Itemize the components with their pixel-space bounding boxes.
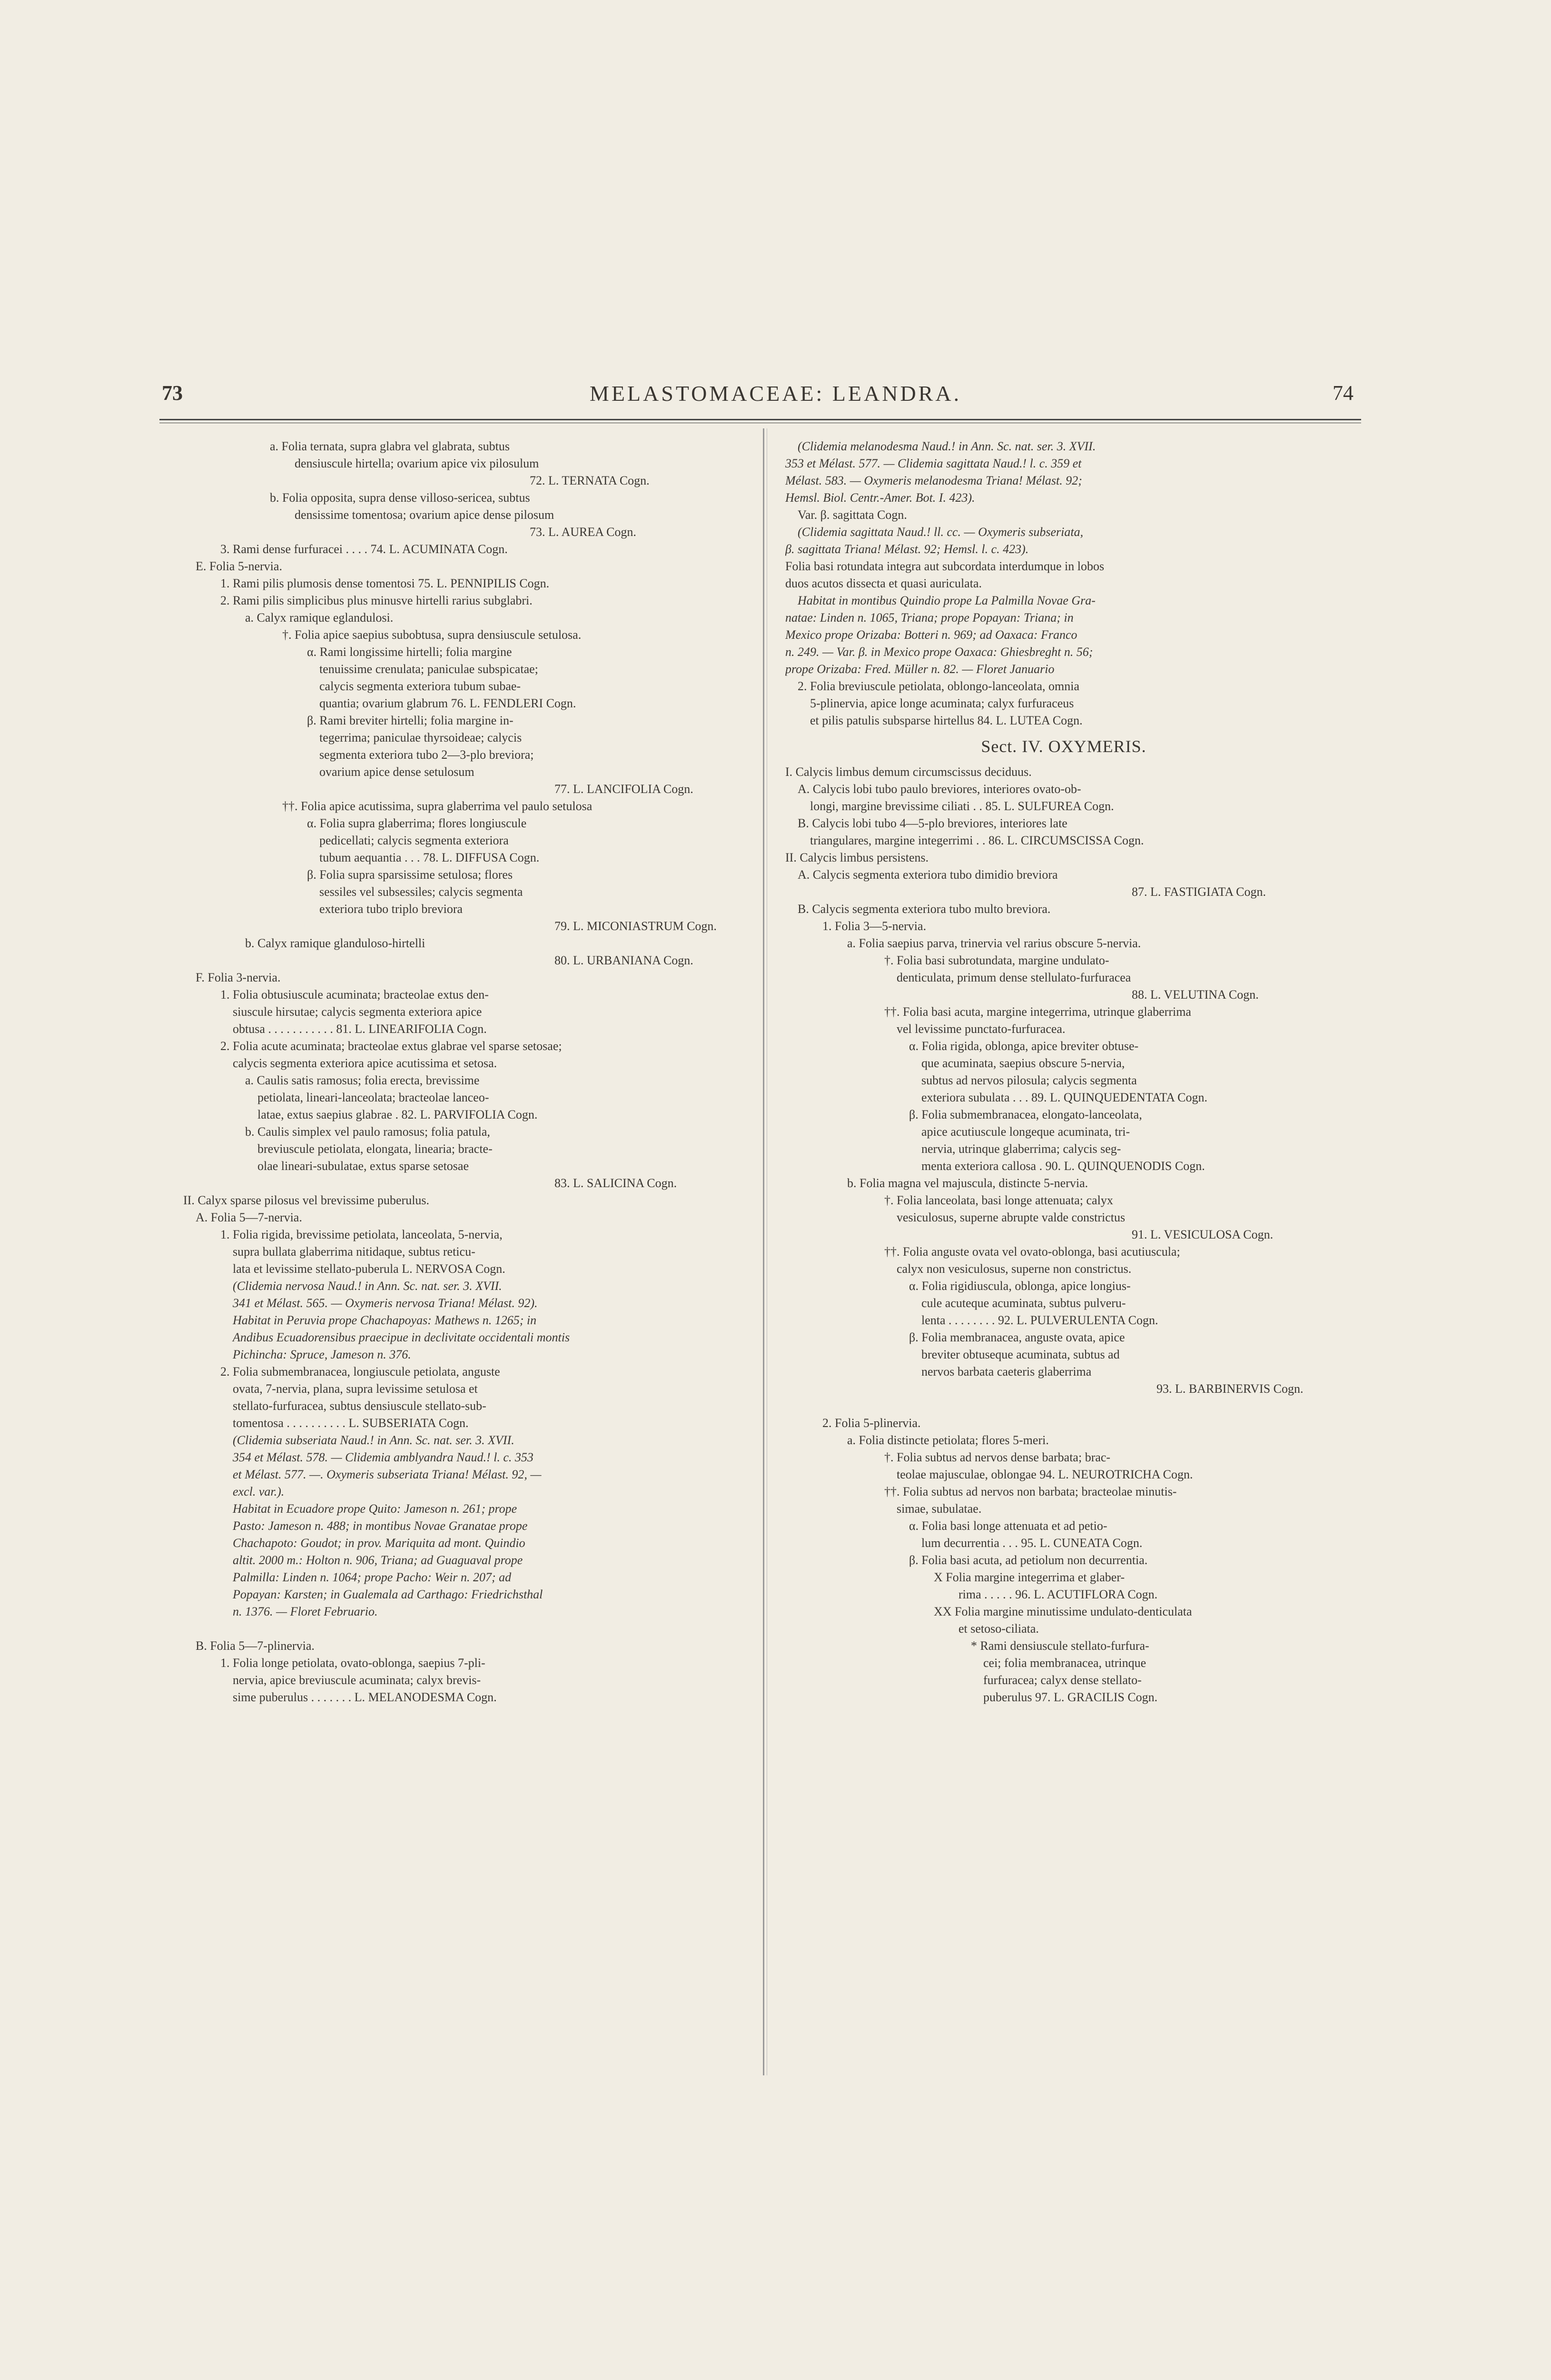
text-line: excl. var.). [233, 1485, 285, 1498]
text-line: a. Folia ternata, supra glabra vel glabrata, subtus [270, 439, 510, 453]
text-line: 73. L. AUREA Cogn. [530, 525, 636, 539]
text-line: sessiles vel subsessiles; calycis segmenta [319, 885, 523, 899]
text-line: 80. L. URBANIANA Cogn. [554, 953, 693, 967]
text-line: A. Calycis segmenta exteriora tubo dimidio breviora [798, 868, 1058, 882]
page-header [0, 381, 1551, 424]
text-line: 1. Folia longe petiolata, ovato-oblonga, saepius 7-pli- [220, 1656, 485, 1670]
text-line: †. Folia apice saepius subobtusa, supra densiuscule setulosa. [282, 628, 582, 642]
text-line: calyx non vesiculosus, superne non constrictus. [897, 1262, 1132, 1276]
text-line: calycis segmenta exteriora apice acutissima et setosa. [233, 1056, 497, 1070]
text-line: subtus ad nervos pilosula; calycis segmenta [921, 1073, 1137, 1087]
text-line: et setoso-ciliata. [958, 1622, 1039, 1636]
text-line: menta exteriora callosa . 90. L. QUINQUENODIS Cogn. [921, 1159, 1205, 1173]
text-line: B. Folia 5—7-plinervia. [196, 1639, 315, 1653]
text-line: rima . . . . . 96. L. ACUTIFLORA Cogn. [958, 1587, 1158, 1601]
header-rule [159, 419, 1361, 420]
text-line: B. Calycis segmenta exteriora tubo multo breviora. [798, 902, 1051, 916]
text-line: Habitat in Ecuadore prope Quito: Jameson n. 261; prope [233, 1502, 517, 1516]
text-line: pedicellati; calycis segmenta exteriora [319, 833, 509, 847]
text-line: lum decurrentia . . . 95. L. CUNEATA Cogn. [921, 1536, 1143, 1550]
text-line: * Rami densiuscule stellato-furfura- [971, 1639, 1149, 1653]
text-line: nervia, utrinque glaberrima; calycis seg- [921, 1142, 1121, 1156]
page-number-right: 74 [1333, 381, 1353, 405]
text-line: tubum aequantia . . . 78. L. DIFFUSA Cogn. [319, 851, 540, 864]
text-line: X Folia margine integerrima et glaber- [934, 1570, 1125, 1584]
text-line: ††. Folia apice acutissima, supra glaberrima vel paulo setulosa [282, 799, 593, 813]
text-line: sime puberulus . . . . . . . L. MELANODESMA Cogn. [233, 1690, 497, 1704]
text-line: β. Folia supra sparsissime setulosa; flores [307, 868, 513, 882]
text-line: Mélast. 583. — Oxymeris melanodesma Triana! Mélast. 92; [785, 474, 1082, 487]
text-line: 72. L. TERNATA Cogn. [530, 474, 650, 487]
text-line: α. Folia rigidiuscula, oblonga, apice longius- [909, 1279, 1131, 1293]
text-line: ††. Folia basi acuta, margine integerrima, utrinque glaberrima [884, 1005, 1191, 1019]
text-line: a. Caulis satis ramosus; folia erecta, brevissime [245, 1073, 480, 1087]
text-line: tegerrima; paniculae thyrsoideae; calycis [319, 731, 522, 744]
text-line: †. Folia subtus ad nervos dense barbata; brac- [884, 1450, 1111, 1464]
text-line: duos acutos dissecta et quasi auriculata. [785, 576, 982, 590]
text-line: XX Folia margine minutissime undulato-denticulata [934, 1605, 1192, 1618]
text-line: Popayan: Karsten; in Gualemala ad Carthago: Friedrichsthal [233, 1587, 543, 1601]
text-line: A. Folia 5—7-nervia. [196, 1210, 302, 1224]
text-line: Chachapoto: Goudot; in prov. Mariquita ad mont. Quindio [233, 1536, 525, 1550]
text-line: longi, margine brevissime ciliati . . 85. L. SULFUREA Cogn. [810, 799, 1114, 813]
text-line: Habitat in montibus Quindio prope La Palmilla Novae Gra- [798, 594, 1096, 607]
text-line: vel levissime punctato-furfuracea. [897, 1022, 1066, 1036]
text-line: α. Folia supra glaberrima; flores longiuscule [307, 816, 527, 830]
text-line: ††. Folia subtus ad nervos non barbata; bracteolae minutis- [884, 1485, 1177, 1498]
text-line: 353 et Mélast. 577. — Clidemia sagittata Naud.! l. c. 359 et [785, 456, 1082, 470]
text-line: β. Rami breviter hirtelli; folia margine in- [307, 714, 514, 727]
text-line: 1. Rami pilis plumosis dense tomentosi 75. L. PENNIPILIS Cogn. [220, 576, 550, 590]
text-line: 354 et Mélast. 578. — Clidemia amblyandra Naud.! l. c. 353 [233, 1450, 533, 1464]
text-line: olae lineari-subulatae, extus sparse setosae [257, 1159, 469, 1173]
text-line: siuscule hirsutae; calycis segmenta exteriora apice [233, 1005, 482, 1019]
text-line: segmenta exteriora tubo 2—3-plo breviora; [319, 748, 534, 762]
text-line: Andibus Ecuadorensibus praecipue in declivitate occidentali montis [233, 1330, 570, 1344]
text-line: ovata, 7-nervia, plana, supra levissime setulosa et [233, 1382, 478, 1396]
text-line: furfuracea; calyx dense stellato- [983, 1673, 1142, 1687]
text-line: 2. Rami pilis simplicibus plus minusve hirtelli rarius subglabri. [220, 594, 533, 607]
text-line: 2. Folia submembranacea, longiuscule petiolata, anguste [220, 1365, 500, 1378]
text-line: Pasto: Jameson n. 488; in montibus Novae Granatae prope [233, 1519, 528, 1533]
text-line: 1. Folia rigida, brevissime petiolata, lanceolata, 5-nervia, [220, 1228, 503, 1241]
text-line: Var. β. sagittata Cogn. [798, 508, 907, 522]
text-line: B. Calycis lobi tubo 4—5-plo breviores, interiores late [798, 816, 1067, 830]
text-line: a. Folia distincte petiolata; flores 5-meri. [847, 1433, 1049, 1447]
text-line: puberulus 97. L. GRACILIS Cogn. [983, 1690, 1158, 1704]
text-line: Hemsl. Biol. Centr.-Amer. Bot. I. 423). [785, 491, 975, 505]
text-line: et pilis patulis subsparse hirtellus 84. L. LUTEA Cogn. [810, 714, 1083, 727]
text-line: latae, extus saepius glabrae . 82. L. PARVIFOLIA Cogn. [257, 1108, 538, 1121]
text-line: 83. L. SALICINA Cogn. [554, 1176, 677, 1190]
text-line: lenta . . . . . . . . 92. L. PULVERULENTA Cogn. [921, 1313, 1158, 1327]
text-line: 93. L. BARBINERVIS Cogn. [1156, 1382, 1304, 1396]
text-line: (Clidemia nervosa Naud.! in Ann. Sc. nat. ser. 3. XVII. [233, 1279, 502, 1293]
text-line: stellato-furfuracea, subtus densiuscule stellato-sub- [233, 1399, 486, 1413]
text-line [785, 1398, 1342, 1415]
text-line: n. 1376. — Floret Februario. [233, 1605, 378, 1618]
text-line: β. sagittata Triana! Mélast. 92; Hemsl. l. c. 423). [785, 542, 1029, 556]
left-column [183, 438, 740, 1706]
text-line: Mexico prope Orizaba: Botteri n. 969; ad Oaxaca: Franco [785, 628, 1077, 642]
text-line: natae: Linden n. 1065, Triana; prope Popayan: Triana; in [785, 611, 1074, 625]
text-line: simae, subulatae. [897, 1502, 982, 1516]
text-line [183, 1620, 740, 1637]
text-line: I. Calycis limbus demum circumscissus deciduus. [785, 765, 1032, 779]
text-line: nervos barbata caeteris glaberrima [921, 1365, 1092, 1378]
text-line: exteriora tubo triplo breviora [319, 902, 463, 916]
page-number-left: 73 [162, 381, 183, 405]
text-line: vesiculosus, superne abrupte valde constrictus [897, 1210, 1126, 1224]
text-line: 5-plinervia, apice longe acuminata; calyx furfuraceus [810, 696, 1074, 710]
text-line: 88. L. VELUTINA Cogn. [1132, 988, 1259, 1002]
text-line: α. Folia basi longe attenuata et ad petio- [909, 1519, 1107, 1533]
text-line: b. Folia opposita, supra dense villoso-sericea, subtus [270, 491, 530, 505]
text-line: 87. L. FASTIGIATA Cogn. [1132, 885, 1266, 899]
text-line: et Mélast. 577. —. Oxymeris subseriata Triana! Mélast. 92, — [233, 1468, 542, 1481]
text-line: n. 249. — Var. β. in Mexico prope Oaxaca: Ghiesbreght n. 56; [785, 645, 1093, 659]
text-line: altit. 2000 m.: Holton n. 906, Triana; ad Guaguaval prope [233, 1553, 523, 1567]
text-line: quantia; ovarium glabrum 76. L. FENDLERI Cogn. [319, 696, 576, 710]
text-line: petiolata, lineari-lanceolata; bracteolae lanceo- [257, 1091, 489, 1104]
text-line: α. Rami longissime hirtelli; folia margine [307, 645, 512, 659]
text-line: densissime tomentosa; ovarium apice dense pilosum [295, 508, 554, 522]
text-line: prope Orizaba: Fred. Müller n. 82. — Floret Januario [785, 662, 1055, 676]
text-line: supra bullata glaberrima nitidaque, subtus reticu- [233, 1245, 475, 1259]
text-line: E. Folia 5-nervia. [196, 559, 282, 573]
text-line: breviuscule petiolata, elongata, linearia; bracte- [257, 1142, 493, 1156]
text-line: nervia, apice breviuscule acuminata; calyx brevis- [233, 1673, 481, 1687]
section-title: Sect. IV. OXYMERIS. [981, 737, 1146, 756]
text-line: II. Calyx sparse pilosus vel brevissime puberulus. [183, 1193, 430, 1207]
text-line: lata et levissime stellato-puberula L. NERVOSA Cogn. [233, 1262, 505, 1276]
text-line: Folia basi rotundata integra aut subcordata interdumque in lobos [785, 559, 1105, 573]
text-line: cule acuteque acuminata, subtus pulveru- [921, 1296, 1126, 1310]
text-line: 2. Folia 5-plinervia. [822, 1416, 921, 1430]
text-line: b. Folia magna vel majuscula, distincte 5-nervia. [847, 1176, 1088, 1190]
right-column [785, 438, 1342, 1706]
text-line: exteriora subulata . . . 89. L. QUINQUEDENTATA Cogn. [921, 1091, 1207, 1104]
text-line: obtusa . . . . . . . . . . . 81. L. LINEARIFOLIA Cogn. [233, 1022, 487, 1036]
text-line: II. Calycis limbus persistens. [785, 851, 929, 864]
text-line: F. Folia 3-nervia. [196, 971, 281, 984]
text-line: (Clidemia subseriata Naud.! in Ann. Sc. nat. ser. 3. XVII. [233, 1433, 514, 1447]
text-line: cei; folia membranacea, utrinque [983, 1656, 1146, 1670]
text-line: Palmilla: Linden n. 1064; prope Pacho: Weir n. 207; ad [233, 1570, 512, 1584]
text-line: 77. L. LANCIFOLIA Cogn. [554, 782, 693, 796]
text-line: β. Folia basi acuta, ad petiolum non decurrentia. [909, 1553, 1148, 1567]
text-line: (Clidemia sagittata Naud.! ll. cc. — Oxymeris subseriata, [798, 525, 1084, 539]
text-line: b. Caulis simplex vel paulo ramosus; folia patula, [245, 1125, 490, 1139]
text-line: densiuscule hirtella; ovarium apice vix pilosulum [295, 456, 539, 470]
text-line: β. Folia submembranacea, elongato-lanceolata, [909, 1108, 1142, 1121]
text-line: calycis segmenta exteriora tubum subae- [319, 679, 521, 693]
text-line: 2. Folia breviuscule petiolata, oblongo-lanceolata, omnia [798, 679, 1080, 693]
text-line: 91. L. VESICULOSA Cogn. [1132, 1228, 1274, 1241]
text-line: 79. L. MICONIASTRUM Cogn. [554, 919, 717, 933]
text-line: A. Calycis lobi tubo paulo breviores, interiores ovato-ob- [798, 782, 1081, 796]
text-line: 1. Folia 3—5-nervia. [822, 919, 927, 933]
text-line: (Clidemia melanodesma Naud.! in Ann. Sc. nat. ser. 3. XVII. [798, 439, 1096, 453]
text-line: 3. Rami dense furfuracei . . . . 74. L. ACUMINATA Cogn. [220, 542, 508, 556]
running-title: MELASTOMACEAE: LEANDRA. [589, 381, 962, 406]
text-line: β. Folia membranacea, anguste ovata, apice [909, 1330, 1125, 1344]
text-line: triangulares, margine integerrimi . . 86. L. CIRCUMSCISSA Cogn. [810, 833, 1144, 847]
text-line: ††. Folia anguste ovata vel ovato-oblonga, basi acutiuscula; [884, 1245, 1180, 1259]
text-line: tenuissime crenulata; paniculae subspicatae; [319, 662, 538, 676]
text-line: denticulata, primum dense stellulato-furfuracea [897, 971, 1131, 984]
text-line: †. Folia lanceolata, basi longe attenuata; calyx [884, 1193, 1113, 1207]
text-line: 341 et Mélast. 565. — Oxymeris nervosa Triana! Mélast. 92). [233, 1296, 538, 1310]
right-column-top [785, 438, 1342, 729]
text-line: Habitat in Peruvia prope Chachapoyas: Mathews n. 1265; in [233, 1313, 537, 1327]
text-line: b. Calyx ramique glanduloso-hirtelli [245, 936, 425, 950]
text-line: ovarium apice dense setulosum [319, 765, 474, 779]
column-divider [763, 428, 764, 2075]
text-line: 1. Folia obtusiuscule acuminata; bracteolae extus den- [220, 988, 489, 1002]
text-line: 2. Folia acute acuminata; bracteolae extus glabrae vel sparse setosae; [220, 1039, 562, 1053]
text-line: a. Folia saepius parva, trinervia vel rarius obscure 5-nervia. [847, 936, 1141, 950]
text-line: †. Folia basi subrotundata, margine undulato- [884, 953, 1109, 967]
text-line: teolae majusculae, oblongae 94. L. NEUROTRICHA Cogn. [897, 1468, 1193, 1481]
text-line: a. Calyx ramique eglandulosi. [245, 611, 394, 625]
text-line: breviter obtuseque acuminata, subtus ad [921, 1348, 1120, 1361]
text-line: Pichincha: Spruce, Jameson n. 376. [233, 1348, 411, 1361]
text-line: tomentosa . . . . . . . . . . L. SUBSERIATA Cogn. [233, 1416, 469, 1430]
right-column-bottom [785, 764, 1342, 1706]
text-line: α. Folia rigida, oblonga, apice breviter obtuse- [909, 1039, 1139, 1053]
text-line: apice acutiuscule longeque acuminata, tri- [921, 1125, 1130, 1139]
text-line: que acuminata, saepius obscure 5-nervia, [921, 1056, 1125, 1070]
